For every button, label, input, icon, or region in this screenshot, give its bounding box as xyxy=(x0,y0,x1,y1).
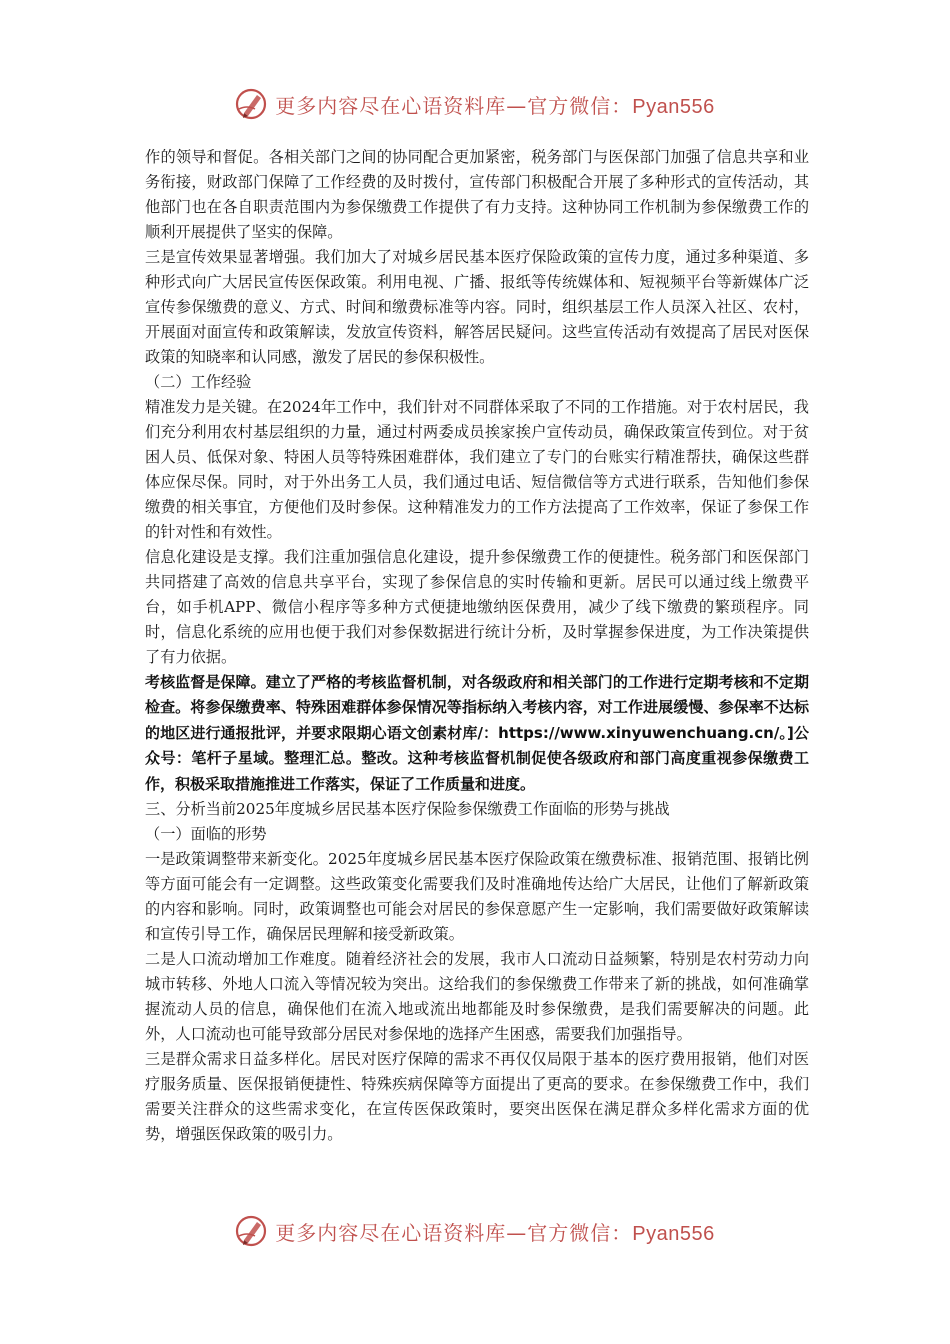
heading-work-experience: （二）工作经验 xyxy=(145,373,252,391)
footer-banner xyxy=(0,1211,950,1251)
banner-text: 更多内容尽在心语资料库—官方微信：Pyan556 xyxy=(275,93,715,118)
paragraph-precision: 精准发力是关键。在2024年工作中，我们针对不同群体采取了不同的工作措施。对于农村居民，我们充分利用农村基层组织的力量，通过村两委成员挨家挨户宣传动员，确保政策宣传到位。对于贫困人员、低保对象、特困人员等特殊困难群体，我们建立了专门的台账实行精准帮扶，确保这些群体应保尽保。同时，对于外出务工人员，我们通过电话、短信微信等方式进行联系，告知他们参保缴费的相关事宜，方便他们及时参保。这种精准发力的工作方法提高了工作效率，保证了参保工作的针对性和有效性。 xyxy=(145,398,809,541)
document-body xyxy=(145,145,809,1147)
pen-logo-icon xyxy=(235,87,269,121)
header-banner xyxy=(0,84,950,124)
banner-text: 更多内容尽在心语资料库—官方微信：Pyan556 xyxy=(275,1220,715,1245)
wechat-id: Pyan556 xyxy=(632,95,715,118)
paragraph-policy-change: 一是政策调整带来新变化。2025年度城乡居民基本医疗保险政策在缴费标准、报销范围、报销比例等方面可能会有一定调整。这些政策变化需要我们及时准确地传达给广大居民，让他们了解新政策的内容和影响。同时，政策调整也可能会对居民的参保意愿产生一定影响，我们需要做好政策解读和宣传引导工作，确保居民理解和接受新政策。 xyxy=(145,850,809,944)
paragraph-publicity: 三是宣传效果显著增强。我们加大了对城乡居民基本医疗保险政策的宣传力度，通过多种渠道、多种形式向广大居民宣传医保政策。利用电视、广播、报纸等传统媒体和、短视频平台等新媒体广泛宣传参保缴费的意义、方式、时间和缴费标准等内容。同时，组织基层工作人员深入社区、农村，开展面对面宣传和政策解读，发放宣传资料，解答居民疑问。这些宣传活动有效提高了居民对医保政策的知晓率和认同感，激发了居民的参保积极性。 xyxy=(145,248,809,366)
paragraph-informatization: 信息化建设是支撑。我们注重加强信息化建设，提升参保缴费工作的便捷性。税务部门和医保部门共同搭建了高效的信息共享平台，实现了参保信息的实时传输和更新。居民可以通过线上缴费平台，如手机APP、微信小程序等多种方式便捷地缴纳医保费用，减少了线下缴费的繁琐程序。同时，信息化系统的应用也便于我们对参保数据进行统计分析，及时掌握参保进度，为工作决策提供了有力依据。 xyxy=(145,548,809,666)
section-heading-three: 三、分析当前2025年度城乡居民基本医疗保险参保缴费工作面临的形势与挑战 xyxy=(145,800,670,819)
heading-situation: （一）面临的形势 xyxy=(145,825,267,844)
paragraph-diverse-needs: 三是群众需求日益多样化。居民对医疗保障的需求不再仅仅局限于基本的医疗费用报销，他们对医疗服务质量、医保报销便捷性、特殊疾病保障等方面提出了更高的要求。在参保缴费工作中，我们需要关注群众的这些需求变化，在宣传医保政策时，要突出医保在满足群众多样化需求方面的优势，增强医保政策的吸引力。 xyxy=(145,1050,809,1144)
paragraph-coordination: 作的领导和督促。各相关部门之间的协同配合更加紧密，税务部门与医保部门加强了信息共享和业务衔接，财政部门保障了工作经费的及时拨付，宣传部门积极配合开展了多种形式的宣传活动，其他部门也在各自职责范围内为参保缴费工作提供了有力支持。这种协同工作机制为参保缴费工作的顺利开展提供了坚实的保障。 xyxy=(145,148,809,241)
pen-logo-icon xyxy=(235,1214,269,1248)
paragraph-population-flow: 二是人口流动增加工作难度。随着经济社会的发展，我市人口流动日益频繁，特别是农村劳动力向城市转移、外地人口流入等情况较为突出。这给我们的参保缴费工作带来了新的挑战，如何准确掌握流动人员的信息，确保他们在流入地或流出地都能及时参保缴费，是我们需要解决的问题。此外，人口流动也可能导致部分居民对参保地的选择产生困惑，需要我们加强指导。 xyxy=(145,950,809,1044)
wechat-id: Pyan556 xyxy=(632,1222,715,1245)
paragraph-assessment: 考核监督是保障。建立了严格的考核监督机制，对各级政府和相关部门的工作进行定期考核和不定期检查。将参保缴费率、特殊困难群体参保情况等指标纳入考核内容，对工作进展缓慢、参保率不达标的地区进行通报批评，并要求限期心语文创素材库/：https://www.xinyuwenchuang.cn/。]公众号：笔杆子星域。整理汇总。整改。这种考核监督机制促使各级政府和部门高度重视参保缴费工作，积极采取措施推进工作落实，保证了工作质量和进度。 xyxy=(145,673,809,793)
